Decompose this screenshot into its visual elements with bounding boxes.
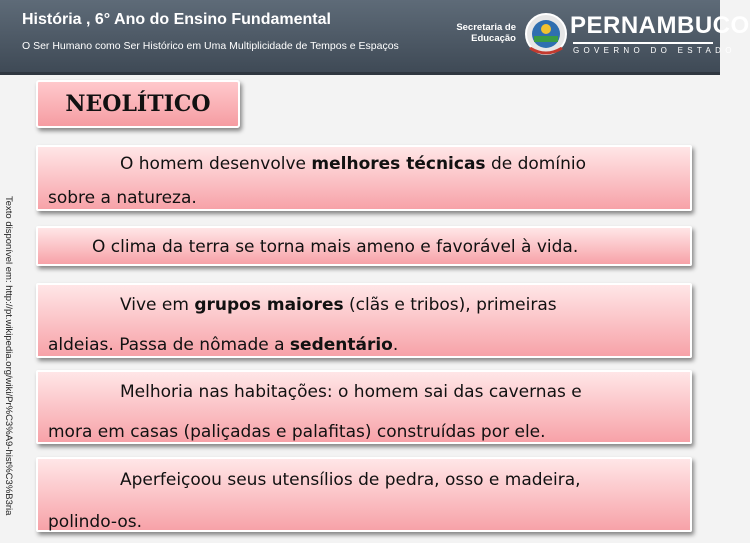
course-subtitle: O Ser Humano como Ser Histórico em Uma Multiplicidade de Tempos e Espaços	[22, 40, 399, 52]
box-3-text-c: aldeias. Passa de nômade a	[48, 335, 290, 355]
box-4-line-1: Melhoria nas habitações: o homem sai das cavernas e	[120, 382, 582, 402]
box-1-bold-a: melhores técnicas	[311, 154, 486, 174]
box-1-line-2: sobre a natureza.	[48, 188, 197, 208]
box-5-line-2: polindo-os.	[48, 512, 143, 532]
box-1-line-1	[48, 147, 680, 181]
header-bar	[0, 0, 750, 75]
box-1-text-a: O homem desenvolve	[120, 154, 312, 174]
box-3-bold-a: grupos maiores	[194, 295, 344, 315]
content-box-1	[36, 145, 692, 211]
box-3-line-2	[48, 325, 680, 365]
source-note: Texto disponível em: http://pt.wikipedia.org/wiki/Pr%C3%A9-hist%C3%B3ria	[3, 196, 14, 516]
content-box-2	[36, 226, 692, 266]
content-box-3	[36, 283, 692, 358]
box-3-text-b: (clãs e tribos), primeiras	[343, 295, 557, 315]
box-3-text-a: Vive em	[120, 295, 195, 315]
box-3-text-d: .	[392, 335, 399, 355]
course-title: História , 6° Ano do Ensino Fundamental	[22, 11, 331, 28]
content-box-5	[36, 457, 692, 532]
content-box-4	[36, 370, 692, 444]
box-1-text-b: de domínio	[485, 154, 586, 174]
box-3-line-1	[48, 285, 680, 325]
slide-title: NEOLÍTICO	[36, 80, 240, 128]
brand-subtitle: GOVERNO DO ESTADO	[573, 42, 713, 55]
secretaria-label: Secretaria de Educação	[456, 22, 516, 44]
pernambuco-seal-icon	[524, 12, 568, 58]
box-3-bold-b: sedentário	[289, 335, 393, 355]
box-2-line-1: O clima da terra se torna mais ameno e favorável à vida.	[92, 237, 579, 257]
box-5-line-1: Aperfeiçoou seus utensílios de pedra, osso e madeira,	[120, 470, 581, 490]
brand-logo-text: PERNAMBUCO	[570, 12, 750, 39]
box-4-line-2: mora em casas (paliçadas e palafitas) construídas por ele.	[48, 422, 546, 442]
